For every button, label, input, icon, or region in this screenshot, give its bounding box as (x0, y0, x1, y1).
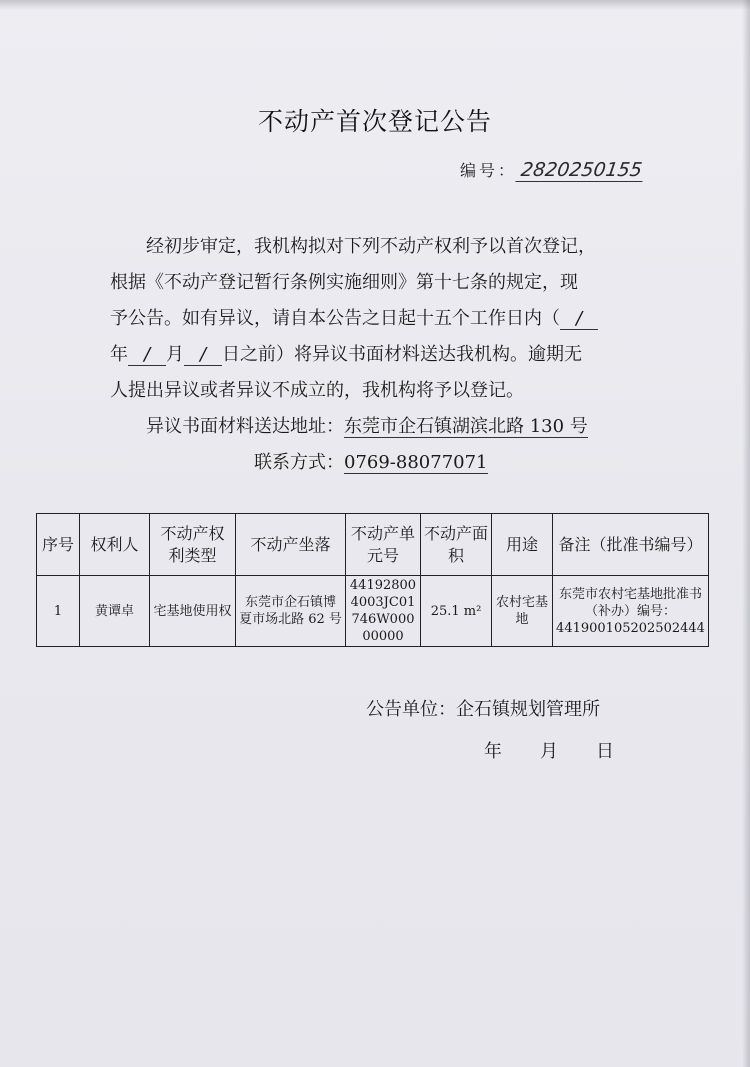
issuer (366, 695, 600, 721)
header-area: 不动产面积 (421, 514, 492, 576)
registration-table (36, 513, 709, 647)
header-remark: 备注（批准书编号） (553, 514, 709, 576)
deadline-day-tail: 日之前）将异议书面材料送达我机构。逾期无 (222, 344, 582, 365)
cell-unit-number: 441928004003JC01746W00000000 (346, 576, 421, 647)
deadline-blank-1: / (560, 309, 598, 330)
paragraph-line-1: 经初步审定，我机构拟对下列不动产权利予以首次登记， (146, 236, 596, 257)
date-day: 日 (596, 741, 614, 762)
scan-edge-top (0, 0, 750, 10)
issuer-label: 公告单位： (366, 699, 456, 720)
cell-remark: 东莞市农村宅基地批准书（补办）编号：441900105202502444 (553, 576, 709, 647)
serial-value-handwritten: 2820250155 (515, 159, 645, 182)
header-owner: 权利人 (80, 514, 150, 576)
date-month: 月 (540, 741, 558, 762)
cell-usage: 农村宅基地 (492, 576, 553, 647)
notice-body (110, 229, 650, 481)
serial-label: 编号： (460, 161, 518, 180)
contact-value: 0769-88077071 (344, 452, 488, 473)
paragraph-line-5: 人提出异议或者异议不成立的，我机构将予以登记。 (110, 380, 524, 401)
address-label: 异议书面材料送达地址： (146, 416, 344, 437)
header-right-type: 不动产权利类型 (150, 514, 236, 576)
objection-address (110, 409, 650, 445)
cell-index: 1 (37, 576, 80, 647)
header-usage: 用途 (492, 514, 553, 576)
date-year: 年 (484, 741, 502, 762)
notice-title: 不动产首次登记公告 (257, 107, 492, 136)
notice-date (484, 737, 652, 763)
paragraph-line-3-text: 予公告。如有异议，请自本公告之日起十五个工作日内（ (110, 308, 560, 329)
paragraph-line-3 (110, 301, 650, 337)
cell-right-type: 宅基地使用权 (150, 576, 236, 647)
deadline-month-word: 月 (166, 344, 184, 365)
header-location: 不动产坐落 (236, 514, 346, 576)
address-value: 东莞市企石镇湖滨北路 130 号 (344, 416, 588, 437)
header-unit-number: 不动产单元号 (346, 514, 421, 576)
issuer-value: 企石镇规划管理所 (456, 699, 600, 720)
cell-location: 东莞市企石镇博夏市场北路 62 号 (236, 576, 346, 647)
table-header-row (37, 514, 709, 576)
serial-number (460, 158, 644, 182)
deadline-blank-3: / (184, 345, 222, 366)
header-index: 序号 (37, 514, 80, 576)
paragraph-line-2: 根据《不动产登记暂行条例实施细则》第十七条的规定，现 (110, 272, 578, 293)
table-row (37, 576, 709, 647)
contact-info (110, 445, 650, 481)
deadline-year-word: 年 (110, 344, 128, 365)
deadline-blank-2: / (128, 345, 166, 366)
paragraph-line-4 (110, 337, 650, 373)
scan-edge-right (742, 0, 750, 1067)
contact-label: 联系方式： (254, 452, 344, 473)
cell-owner: 黄谭卓 (80, 576, 150, 647)
cell-area: 25.1 m² (421, 576, 492, 647)
